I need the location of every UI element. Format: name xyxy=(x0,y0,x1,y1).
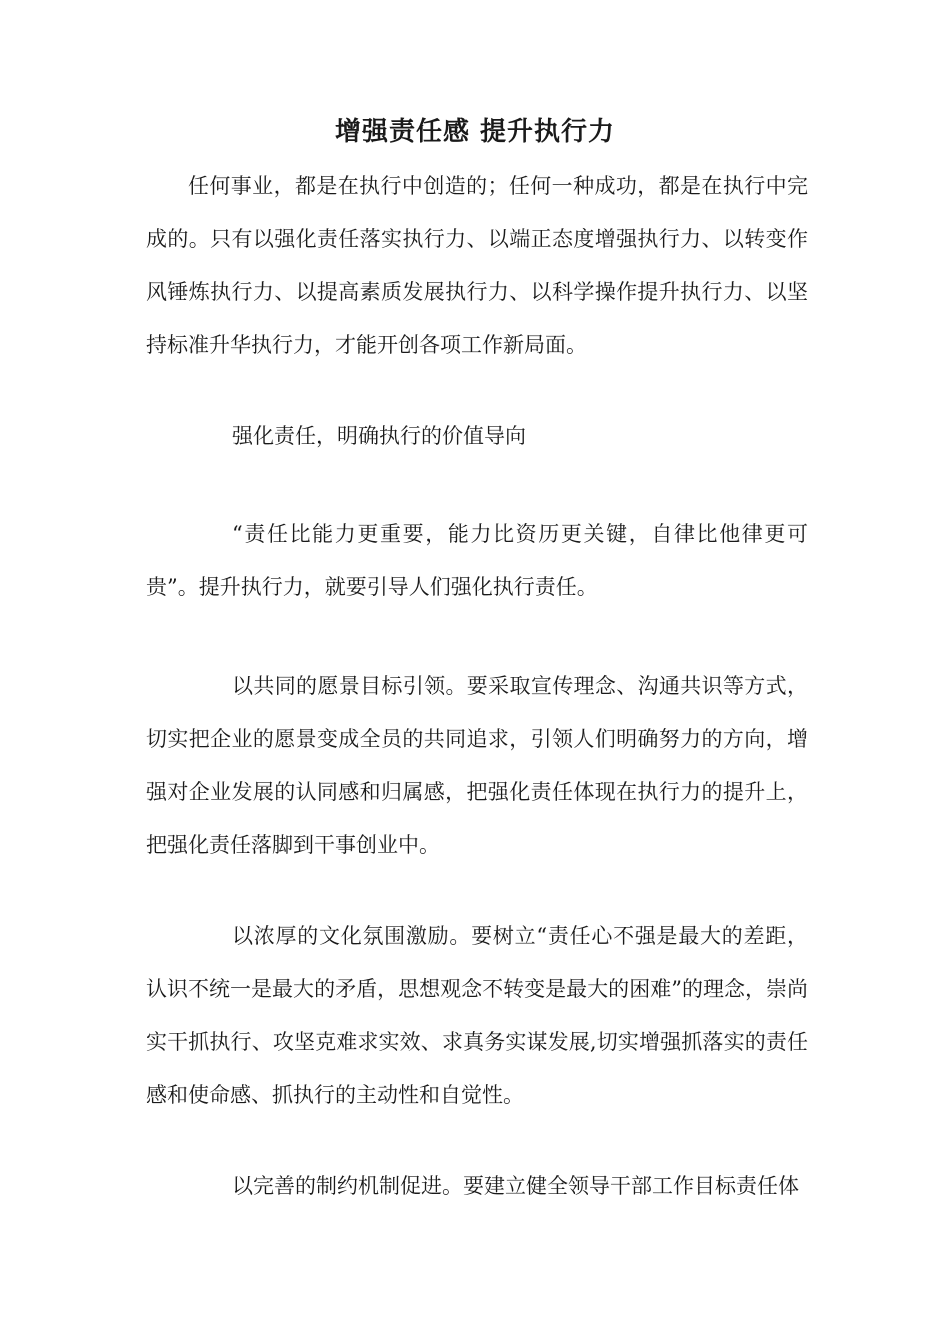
paragraph-quote: “责任比能力更重要，能力比资历更关键，自律比他律更可贵”。提升执行力，就要引导人们强化执行责任。 xyxy=(146,522,808,599)
paragraph-culture: 以浓厚的文化氛围激励。要树立“责任心不强是最大的差距，认识不统一是最大的矛盾，思想观念不转变是最大的困难”的理念，崇尚实干抓执行、攻坚克难求实效、求真务实谋发展,切实增强抓落实的责任感和使命感、抓执行的主动性和自觉性。 xyxy=(146,924,808,1107)
paragraph-vision: 以共同的愿景目标引领。要采取宣传理念、沟通共识等方式，切实把企业的愿景变成全员的共同追求，引领人们明确努力的方向，增强对企业发展的认同感和归属感，把强化责任体现在执行力的提升上，把强化责任落脚到干事创业中。 xyxy=(146,674,808,857)
document-title: 增强责任感 提升执行力 xyxy=(334,117,616,147)
section-heading: 强化责任，明确执行的价值导向 xyxy=(232,424,526,448)
paragraph-intro: 任何事业，都是在执行中创造的；任何一种成功，都是在执行中完成的。只有以强化责任落实执行力、以端正态度增强执行力、以转变作风锤炼执行力、以提高素质发展执行力、以科学操作提升执行力、以坚持标准升华执行力，才能开创各项工作新局面。 xyxy=(146,174,808,357)
paragraph-mechanism: 以完善的制约机制促进。要建立健全领导干部工作目标责任体 xyxy=(232,1174,799,1198)
